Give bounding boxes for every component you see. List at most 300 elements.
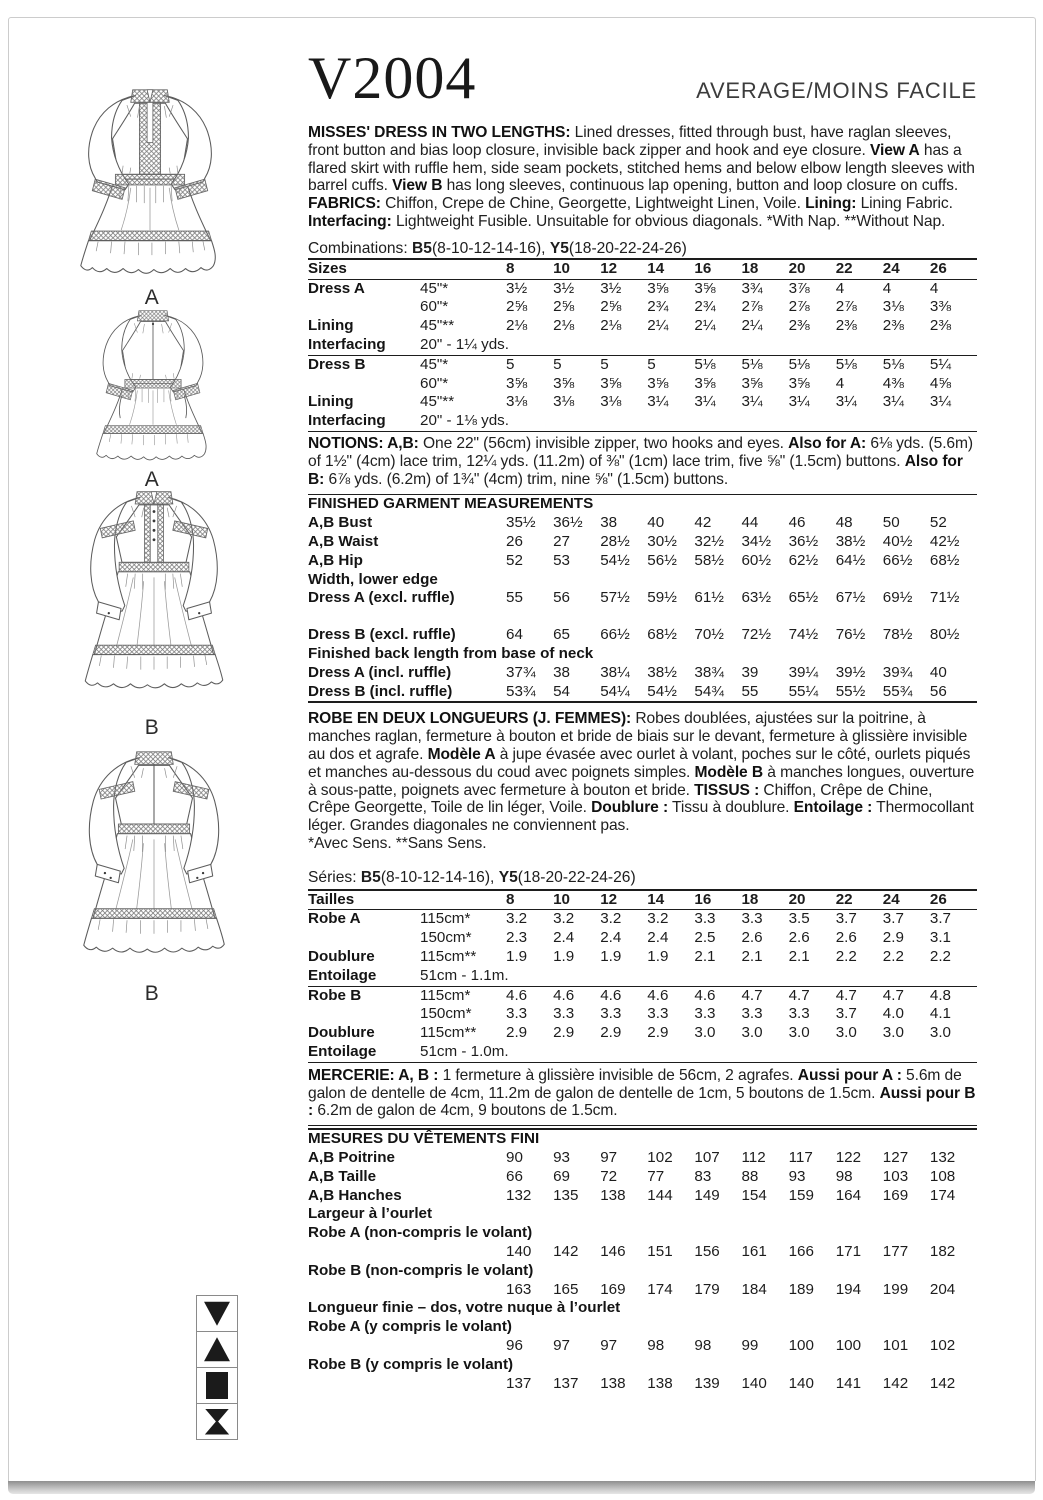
value-cell: 3.7 [835,910,857,928]
value-cell: 40½ [882,532,913,550]
value-cell: 2⅛ [506,317,528,335]
value-cell: 103 [882,1167,909,1185]
value-cell: 3.2 [553,910,575,928]
value-cell: 4.6 [694,986,716,1004]
value-cell: 4.7 [835,986,857,1004]
value-cell: 4.6 [553,986,575,1004]
table-row [308,1318,977,1337]
value-cell: 27 [553,532,570,550]
view-b-front-label: B [144,716,160,739]
difficulty-label: AVERAGE/MOINS FACILE [696,78,977,103]
row-sublabel: 60"* [420,298,449,316]
table-row [308,1005,977,1024]
row-label: Interfacing [308,412,386,430]
value-cell: 5⅛ [788,355,810,373]
table-row [308,336,977,355]
row-label: Dress B [308,355,366,373]
value-cell: 184 [741,1280,767,1298]
value-cell: 161 [741,1243,767,1261]
row-span-value: 20" - 1⅛ yds. [420,412,509,430]
size-column-header: 18 [741,890,759,908]
value-cell: 102 [929,1337,956,1355]
size-column-header: 20 [788,259,806,277]
table-section-heading: Robe A (y compris le volant) [308,1318,512,1336]
value-cell: 199 [882,1280,909,1298]
value-cell: 151 [647,1243,673,1261]
size-column-header: 22 [835,890,853,908]
size-column-header: 14 [647,890,665,908]
row-label: Sizes [308,259,347,277]
value-cell: 3⅝ [788,374,810,392]
value-cell: 39½ [835,663,866,681]
value-cell: 2.6 [788,929,810,947]
value-cell: 156 [694,1243,720,1261]
value-cell: 3⅜ [929,298,952,316]
value-cell: 40 [929,663,947,681]
value-cell: 3.3 [741,910,763,928]
value-cell: 4.8 [929,986,952,1004]
value-cell: 3⅝ [553,374,575,392]
value-cell: 54½ [647,682,677,700]
value-cell: 3⅛ [506,393,528,411]
value-cell: 2.9 [553,1024,575,1042]
size-column-header: 16 [694,259,712,277]
value-cell: 57½ [600,589,630,607]
value-cell: 1.9 [506,948,528,966]
value-cell: 53 [553,551,570,569]
description-english: MISSES' DRESS IN TWO LENGTHS: Lined dresses, fitted through bust, have raglan sleeves, front button and bias loop closure, invisible back zipper and hook and eye closure. View A has a flared skirt with ruffle hem, side seam pockets, stitched hems and below elbow length sleeves with barrel cuffs. View B has long sleeves, continuous lap opening, button and loop closure on cuffs. FABRICS: Chiffon, Crepe de Chine, Georgette, Lightweight Linen, Voile. Lining: Lining Fabric. Interfacing: Lightweight Fusible. Unsuitable for obvious diagonals. *With Nap. **Without Nap. [308,124,975,230]
table-row [308,1281,977,1300]
table-row [308,910,977,929]
value-cell: 55½ [835,682,866,700]
row-label: Entoilage [308,966,377,984]
value-cell: 139 [694,1374,720,1392]
yardage-table-metric [308,889,977,1063]
value-cell: 66½ [600,626,630,644]
value-cell: 2⅞ [741,298,763,316]
size-column-header: 26 [929,890,947,908]
value-cell: 149 [694,1186,720,1204]
table-row [308,1262,977,1281]
value-cell: 3¼ [929,393,952,411]
value-cell: 171 [835,1243,862,1261]
size-column-header: 12 [600,259,618,277]
notions-paragraph: NOTIONS: A,B: One 22" (56cm) invisible zipper, two hooks and eyes. Also for A: 6⅛ yds. (5.6m) of 1½" (4cm) lace trim, 12¼ yds. (11.2m) of ⅜" (1cm) lace trim, five ⅝" (1.5cm) buttons. Also for B: 6⅞ yds. (6.2m) of 1¾" (4cm) trim, nine ⅝" (1.5cm) buttons. [308,434,973,488]
value-cell: 2.2 [929,948,952,966]
table-row [308,1024,977,1043]
value-cell: 32½ [694,532,724,550]
view-b-back-label: B [144,982,160,1005]
row-label: A,B Bust [308,514,373,532]
value-cell: 36½ [788,532,819,550]
value-cell: 55 [506,589,523,607]
value-cell: 34½ [741,532,772,550]
value-cell: 2.4 [647,929,669,947]
value-cell: 3.5 [788,910,810,928]
value-cell: 28½ [600,532,630,550]
value-cell: 60½ [741,551,772,569]
value-cell: 102 [647,1149,673,1167]
value-cell: 3.0 [694,1024,716,1042]
row-span-value: 51cm - 1.0m. [420,1043,509,1061]
size-column-header: 14 [647,259,665,277]
table-row [308,1224,977,1243]
value-cell: 138 [600,1186,626,1204]
value-cell: 61½ [694,589,724,607]
size-column-header: 22 [835,259,853,277]
size-column-header: 24 [882,890,900,908]
value-cell: 107 [694,1149,720,1167]
value-cell: 3.3 [741,1005,763,1023]
table-section-heading: MESURES DU VÊTEMENTS FINI [308,1130,540,1148]
value-cell: 4⅝ [929,374,952,392]
table-row [308,1043,977,1062]
value-cell: 2.1 [694,948,716,966]
value-cell: 53¾ [506,682,536,700]
row-sublabel: 45"** [420,317,455,335]
value-cell: 3¼ [647,393,669,411]
row-label: A,B Hip [308,551,363,569]
row-label: Dress B (incl. ruffle) [308,682,453,700]
value-cell: 74½ [788,626,819,644]
pattern-number: V2004 [308,45,477,111]
row-sublabel: 45"* [420,355,449,373]
table-row [308,412,977,431]
value-cell: 2¼ [694,317,716,335]
value-cell: 144 [647,1186,673,1204]
value-cell: 2⅝ [553,298,575,316]
value-cell: 4 [882,279,892,297]
value-cell: 52 [929,514,947,532]
value-cell: 174 [647,1280,673,1298]
size-column-header: 26 [929,259,947,277]
table-section-heading: Robe A (non-compris le volant) [308,1224,533,1242]
value-cell: 3½ [506,279,528,297]
value-cell: 2¼ [741,317,763,335]
value-cell: 3.3 [506,1005,528,1023]
value-cell: 98 [694,1337,712,1355]
row-span-value: 51cm - 1.1m. [420,966,509,984]
value-cell: 140 [788,1374,814,1392]
value-cell: 3¼ [882,393,904,411]
value-cell: 137 [506,1374,532,1392]
row-label: Lining [308,317,354,335]
value-cell: 2.6 [835,929,857,947]
value-cell: 189 [788,1280,814,1298]
row-label: A,B Waist [308,532,379,550]
value-cell: 3.3 [788,1005,810,1023]
size-column-header: 8 [506,890,515,908]
value-cell: 194 [835,1280,862,1298]
value-cell: 93 [788,1167,806,1185]
row-sublabel: 115cm* [420,986,471,1004]
value-cell: 182 [929,1243,956,1261]
size-column-header: 20 [788,890,806,908]
table-row [308,948,977,967]
value-cell: 55 [741,682,759,700]
value-cell: 3.2 [600,910,622,928]
value-cell: 108 [929,1167,956,1185]
value-cell: 3.0 [835,1024,857,1042]
value-cell: 2⅝ [506,298,528,316]
value-cell: 46 [788,514,806,532]
value-cell: 66 [506,1167,523,1185]
value-cell: 3¾ [741,279,763,297]
row-sublabel: 150cm* [420,1005,472,1023]
row-label: Dress A (excl. ruffle) [308,589,455,607]
value-cell: 5⅛ [741,355,763,373]
table-row [308,1243,977,1262]
title-bar [308,42,977,111]
value-cell: 5⅛ [882,355,904,373]
yardage-table-imperial [308,258,977,432]
dress-a-front-illustration [48,84,252,282]
table-row [308,589,977,608]
table-header-row [308,889,977,911]
value-cell: 4⅜ [882,374,904,392]
value-cell: 3.7 [835,1005,857,1023]
value-cell: 159 [788,1186,814,1204]
value-cell: 5⅛ [835,355,857,373]
value-cell: 164 [835,1186,862,1204]
value-cell: 64 [506,626,523,644]
row-label: A,B Taille [308,1167,377,1185]
value-cell: 55¼ [788,682,819,700]
table-row [308,1130,977,1149]
row-label: Dress A (incl. ruffle) [308,663,452,681]
text-column [308,42,977,1393]
value-cell: 101 [882,1337,909,1355]
value-cell: 78½ [882,626,913,644]
table-section-heading: Robe B (non-compris le volant) [308,1261,534,1279]
table-row [308,1299,977,1318]
value-cell: 96 [506,1337,523,1355]
value-cell: 2.1 [788,948,810,966]
value-cell: 76½ [835,626,866,644]
symbol-hourglass-icon [196,1403,238,1440]
size-column-header: 10 [553,890,570,908]
value-cell: 4.6 [600,986,622,1004]
view-a-front-label: A [144,286,160,309]
value-cell: 54 [553,682,570,700]
value-cell: 2⅜ [835,317,857,335]
value-cell: 179 [694,1280,720,1298]
row-label: Robe A [308,910,361,928]
value-cell: 135 [553,1186,579,1204]
size-column-header: 24 [882,259,900,277]
value-cell: 3.7 [882,910,904,928]
table-row [308,683,977,702]
value-cell: 4.7 [741,986,763,1004]
value-cell: 64½ [835,551,866,569]
mercerie-paragraph: MERCERIE: A, B : 1 fermeture à glissière invisible de 56cm, 2 agrafes. Aussi pour A : 5.6m de galon de dentelle de 4cm, 11.2m de galon de dentelle de 1cm, 5 boutons de 1.5cm. Aussi pour B : 6.2m de galon de 4cm, 9 boutons de 1.5cm. [308,1067,977,1126]
value-cell: 2.6 [741,929,763,947]
symbol-square-icon [196,1367,238,1404]
value-cell: 2⅛ [553,317,575,335]
value-cell: 97 [600,1337,618,1355]
row-label: Doublure [308,1024,375,1042]
value-cell: 99 [741,1337,759,1355]
series-line: Séries: B5(8-10-12-14-16), Y5(18-20-22-24-26) [308,868,636,886]
row-label: Doublure [308,948,375,966]
value-cell: 2.3 [506,929,528,947]
value-cell: 37¾ [506,663,536,681]
value-cell: 3⅝ [694,279,716,297]
table-row [308,495,977,514]
value-cell: 59½ [647,589,677,607]
value-cell: 39¾ [882,663,913,681]
value-cell: 177 [882,1243,909,1261]
value-cell: 90 [506,1149,523,1167]
value-cell: 3⅝ [600,374,622,392]
value-cell: 98 [647,1337,665,1355]
value-cell: 2.9 [647,1024,669,1042]
value-cell: 2.2 [882,948,904,966]
table-row [308,571,977,590]
value-cell: 65½ [788,589,819,607]
value-cell: 83 [694,1167,712,1185]
row-label: Interfacing [308,335,386,353]
value-cell: 3.3 [694,1005,716,1023]
value-cell: 5 [506,355,515,373]
value-cell: 2.5 [694,929,716,947]
dress-a-back-illustration [70,306,236,467]
value-cell: 132 [506,1186,532,1204]
table-section-heading: Robe B (y compris le volant) [308,1355,514,1373]
value-cell: 56 [929,682,947,700]
row-label: Tailles [308,890,355,908]
value-cell: 3⅝ [506,374,528,392]
value-cell: 30½ [647,532,677,550]
value-cell: 2⅜ [882,317,904,335]
value-cell: 88 [741,1167,759,1185]
table-row [308,280,977,299]
mesures-vetements-fini-table [308,1128,977,1393]
value-cell: 5 [600,355,609,373]
value-cell: 42½ [929,532,960,550]
value-cell: 54½ [600,551,630,569]
value-cell: 71½ [929,589,960,607]
row-sublabel: 150cm* [420,929,472,947]
value-cell: 38¾ [694,663,724,681]
value-cell: 2¼ [647,317,669,335]
dress-b-back-illustration [52,747,256,978]
table-row [308,1205,977,1224]
size-column-header: 16 [694,890,712,908]
value-cell: 2⅞ [835,298,857,316]
value-cell: 3.0 [788,1024,810,1042]
row-label: A,B Poitrine [308,1149,395,1167]
value-cell: 142 [553,1243,579,1261]
row-sublabel: 115cm* [420,910,471,928]
value-cell: 39 [741,663,759,681]
value-cell: 4.0 [882,1005,904,1023]
value-cell: 127 [882,1149,909,1167]
table-row [308,967,977,986]
value-cell: 38¼ [600,663,630,681]
value-cell: 2⅜ [788,317,810,335]
value-cell: 2.4 [600,929,622,947]
value-cell: 42 [694,514,712,532]
table-row [308,393,977,412]
value-cell: 142 [929,1374,956,1392]
row-sublabel: 115cm** [420,1024,477,1042]
row-sublabel: 45"** [420,393,455,411]
value-cell: 3.0 [882,1024,904,1042]
value-cell: 3¼ [788,393,810,411]
value-cell: 2⅝ [600,298,622,316]
value-cell: 2⅜ [929,317,952,335]
value-cell: 174 [929,1186,956,1204]
value-cell: 3.0 [741,1024,763,1042]
value-cell: 3.3 [694,910,716,928]
value-cell: 140 [741,1374,767,1392]
value-cell: 36½ [553,514,583,532]
value-cell: 4.1 [929,1005,952,1023]
value-cell: 4.7 [882,986,904,1004]
value-cell: 56½ [647,551,677,569]
value-cell: 5⅛ [694,355,716,373]
value-cell: 4.7 [788,986,810,1004]
table-row [308,533,977,552]
value-cell: 140 [506,1243,532,1261]
value-cell: 48 [835,514,853,532]
value-cell: 1.9 [600,948,622,966]
table-section-heading: Width, lower edge [308,570,438,588]
description-french: ROBE EN DEUX LONGUEURS (J. FEMMES): Robes doublées, ajustées sur la poitrine, à manches raglan, fermeture à bouton et bride de biais sur le devant, fermeture à glissière invisible au dos et agrafe. Modèle A à jupe évasée avec ourlet à volant, poches sur le côté, ourlets piqués et manches au-dessous du coud avec poignets simples. Modèle B à manches longues, ouverture à sous-patte, poignets avec fermeture à bouton et bride. TISSUS : Chiffon, Crêpe de Chine, Crêpe Georgette, Toile de lin léger, Voile. Doublure : Tissu à doublure. Entoilage : Thermocollant léger. Grandes diagonales ne conviennent pas. *Avec Sens. **Sans Sens. [308,710,975,852]
value-cell: 69½ [882,589,913,607]
value-cell: 3¼ [694,393,716,411]
value-cell: 3.2 [647,910,669,928]
row-label: Robe B [308,986,362,1004]
value-cell: 98 [835,1167,853,1185]
table-row [308,1187,977,1206]
value-cell: 58½ [694,551,724,569]
value-cell: 3½ [553,279,575,297]
value-cell: 154 [741,1186,767,1204]
value-cell: 38 [553,663,570,681]
value-cell: 2.1 [741,948,763,966]
symbol-triangle-up-icon [196,1331,238,1368]
table-header-row [308,258,977,280]
value-cell: 132 [929,1149,956,1167]
table-section-heading: Largeur à l’ourlet [308,1205,433,1223]
value-cell: 3.1 [929,929,952,947]
value-cell: 5¼ [929,355,952,373]
value-cell: 100 [788,1337,814,1355]
table-section-heading: Longueur finie – dos, votre nuque à l’ourlet [308,1299,621,1317]
row-label: Dress B (excl. ruffle) [308,626,456,644]
table-row [308,664,977,683]
value-cell: 2.4 [553,929,575,947]
value-cell: 3⅝ [647,279,669,297]
value-cell: 2.9 [600,1024,622,1042]
value-cell: 69 [553,1167,570,1185]
sheet-bottom-shadow [8,1481,1035,1494]
value-cell: 169 [600,1280,626,1298]
value-cell: 68½ [929,551,960,569]
value-cell: 3⅛ [553,393,575,411]
value-cell: 39¼ [788,663,819,681]
value-cell: 138 [647,1374,673,1392]
value-cell: 4 [929,279,939,297]
value-cell: 44 [741,514,759,532]
value-cell: 3⅛ [882,298,904,316]
size-column-header: 18 [741,259,759,277]
row-label: Lining [308,393,354,411]
value-cell: 3.3 [600,1005,622,1023]
value-cell: 3⅞ [788,279,810,297]
